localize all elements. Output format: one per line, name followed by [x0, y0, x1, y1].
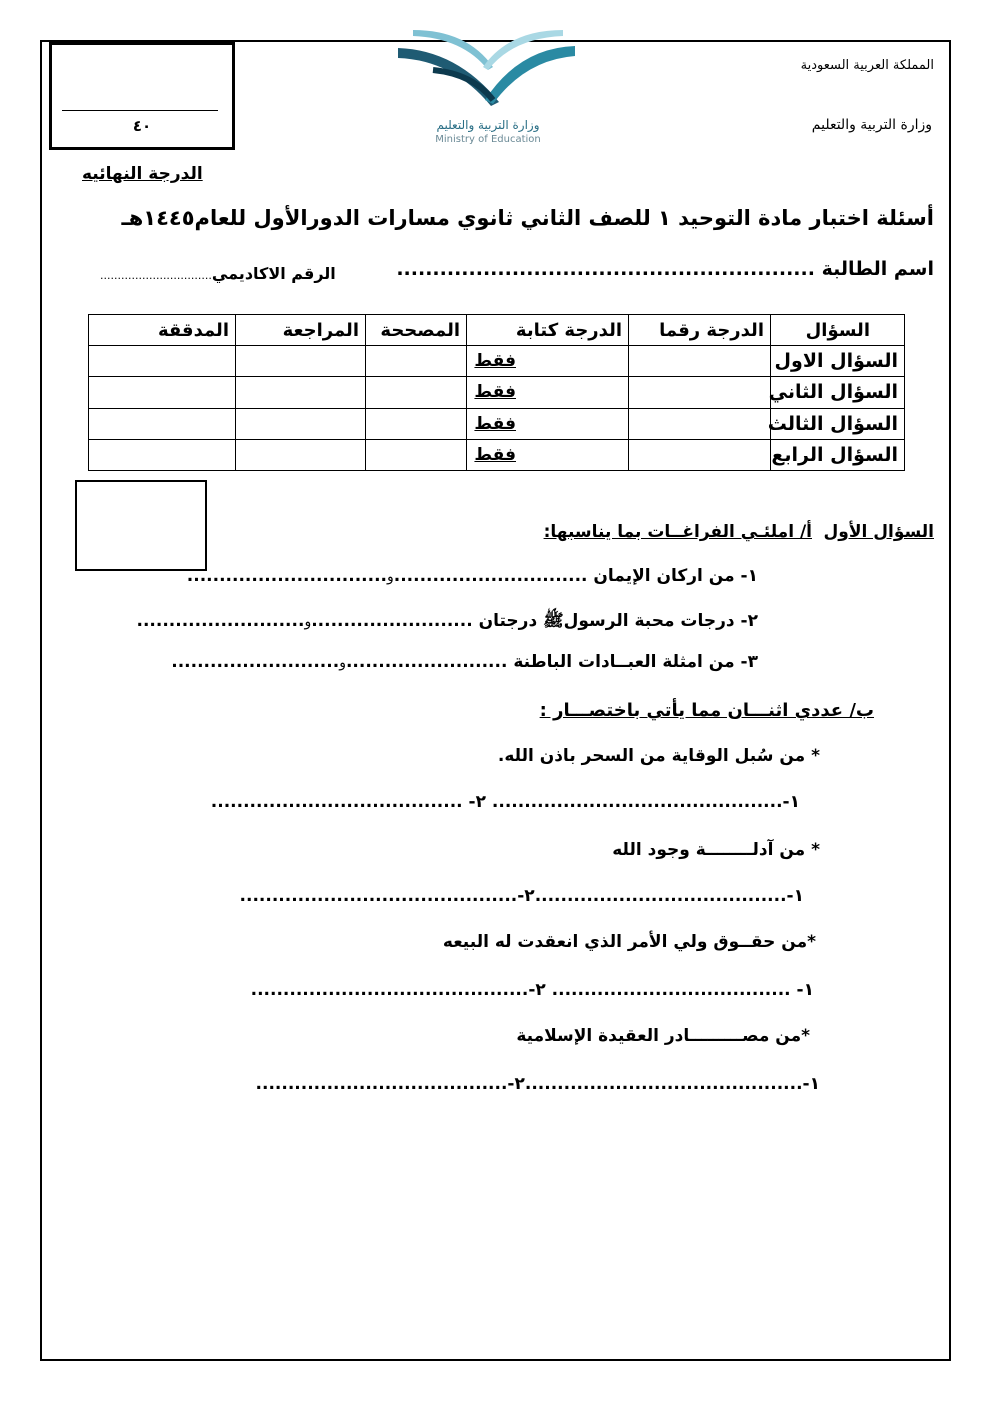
q1-label: السؤال الأول: [823, 522, 934, 542]
fill-item-text: ٣- من امثلة العبــادات الباطنة .........................: [345, 652, 758, 672]
list-prompt: *من مصـــــــــادر العقيدة الإسلامية: [516, 1026, 810, 1046]
score-total: ٤٠: [132, 117, 152, 135]
corrector-cell[interactable]: [366, 346, 467, 377]
fill-item-tail: ...............................: [186, 566, 387, 586]
fill-item-tail: ..........................: [136, 611, 305, 631]
answer-line[interactable]: ١-............................................. ٢- .......................................: [210, 792, 800, 812]
list-prompt: *من حقــوق ولي الأمر الذي انعقدت له البيعه: [442, 932, 816, 952]
fill-item-tail: ..........................: [171, 652, 340, 672]
written-grade-cell[interactable]: فقط: [467, 408, 629, 439]
table-row: [89, 346, 905, 377]
ministry-name: وزارة التربية والتعليم: [811, 117, 932, 133]
table-row: [89, 377, 905, 408]
answer-line[interactable]: ١-.......................................٢-...........................................: [239, 886, 804, 906]
academic-no-label: الرقم الاكاديمي: [211, 264, 336, 283]
exam-title: أسئلة اختبار مادة التوحيد ١ للصف الثاني ثانوي مسارات الدورالأول للعام١٤٤٥هـ: [121, 206, 934, 230]
written-grade-cell[interactable]: فقط: [467, 346, 629, 377]
numeric-grade-cell[interactable]: [629, 439, 771, 470]
answer-line[interactable]: ١-...........................................٢-.......................................: [255, 1074, 820, 1094]
auditor-cell[interactable]: [89, 377, 236, 408]
auditor-cell[interactable]: [89, 346, 236, 377]
logo-english-text: Ministry of Education: [435, 134, 541, 145]
logo-arabic-text: وزارة التربية والتعليم: [436, 118, 540, 132]
fill-item-sep: و: [304, 614, 312, 630]
fill-item[interactable]: [187, 566, 758, 586]
fill-item[interactable]: [171, 652, 758, 672]
list-prompt: * من آدلــــــــة وجود الله: [612, 840, 820, 860]
fill-item-sep: و: [339, 655, 346, 671]
reviewer-cell[interactable]: [236, 439, 366, 470]
question-cell: السؤال الاول: [771, 346, 905, 377]
list-prompt: * من سُبل الوقاية من السحر باذن الله.: [497, 746, 820, 766]
corrector-cell[interactable]: [366, 408, 467, 439]
score-box: [49, 42, 235, 150]
numeric-grade-cell[interactable]: [629, 346, 771, 377]
answer-line[interactable]: ١- ..................................... ٢-...........................................: [250, 980, 814, 1000]
auditor-cell[interactable]: [89, 439, 236, 470]
ministry-logo: [393, 30, 583, 148]
student-name-label: اسم الطالبة ..........................................................: [396, 258, 934, 280]
q1-part-b-title: ب/ عددي اثنـــان مما يأتي باختصـــار :: [539, 700, 874, 721]
academic-no-dots: ................................: [100, 269, 212, 282]
fill-item-sep: و: [386, 569, 394, 585]
reviewer-cell[interactable]: [236, 377, 366, 408]
reviewer-cell[interactable]: [236, 408, 366, 439]
grades-table: [88, 314, 905, 471]
question-cell: السؤال الثاني: [771, 377, 905, 408]
fill-item[interactable]: [137, 610, 758, 635]
table-header: السؤال: [771, 315, 905, 346]
q1-score-box[interactable]: [75, 480, 207, 571]
question-cell: السؤال الرابع: [771, 439, 905, 470]
q1-part-a-title: أ/ املئـي الفراغــات بما يناسبها:: [543, 522, 812, 542]
fill-item-text: ١- من اركان الإيمان ..............................: [393, 566, 758, 586]
table-header: المراجعة: [236, 315, 366, 346]
written-grade-cell[interactable]: فقط: [467, 377, 629, 408]
numeric-grade-cell[interactable]: [629, 377, 771, 408]
corrector-cell[interactable]: [366, 439, 467, 470]
question-cell: السؤال الثالث: [771, 408, 905, 439]
corrector-cell[interactable]: [366, 377, 467, 408]
table-row: [89, 439, 905, 470]
academic-no-row: [100, 264, 336, 283]
country-name: المملكة العربية السعودية: [800, 58, 934, 73]
table-header-row: [89, 315, 905, 346]
fill-item-text: ٢- درجات محبة الرسولﷺ درجتان .........................: [311, 611, 758, 631]
written-grade-cell[interactable]: فقط: [467, 439, 629, 470]
table-header: المصححة: [366, 315, 467, 346]
score-divider: [62, 110, 218, 111]
final-grade-label: الدرجة النهائيه: [82, 164, 203, 184]
reviewer-cell[interactable]: [236, 346, 366, 377]
auditor-cell[interactable]: [89, 408, 236, 439]
numeric-grade-cell[interactable]: [629, 408, 771, 439]
table-row: [89, 408, 905, 439]
table-header: الدرجة رقما: [629, 315, 771, 346]
table-header: الدرجة كتابة: [467, 315, 629, 346]
table-header: المدققة: [89, 315, 236, 346]
